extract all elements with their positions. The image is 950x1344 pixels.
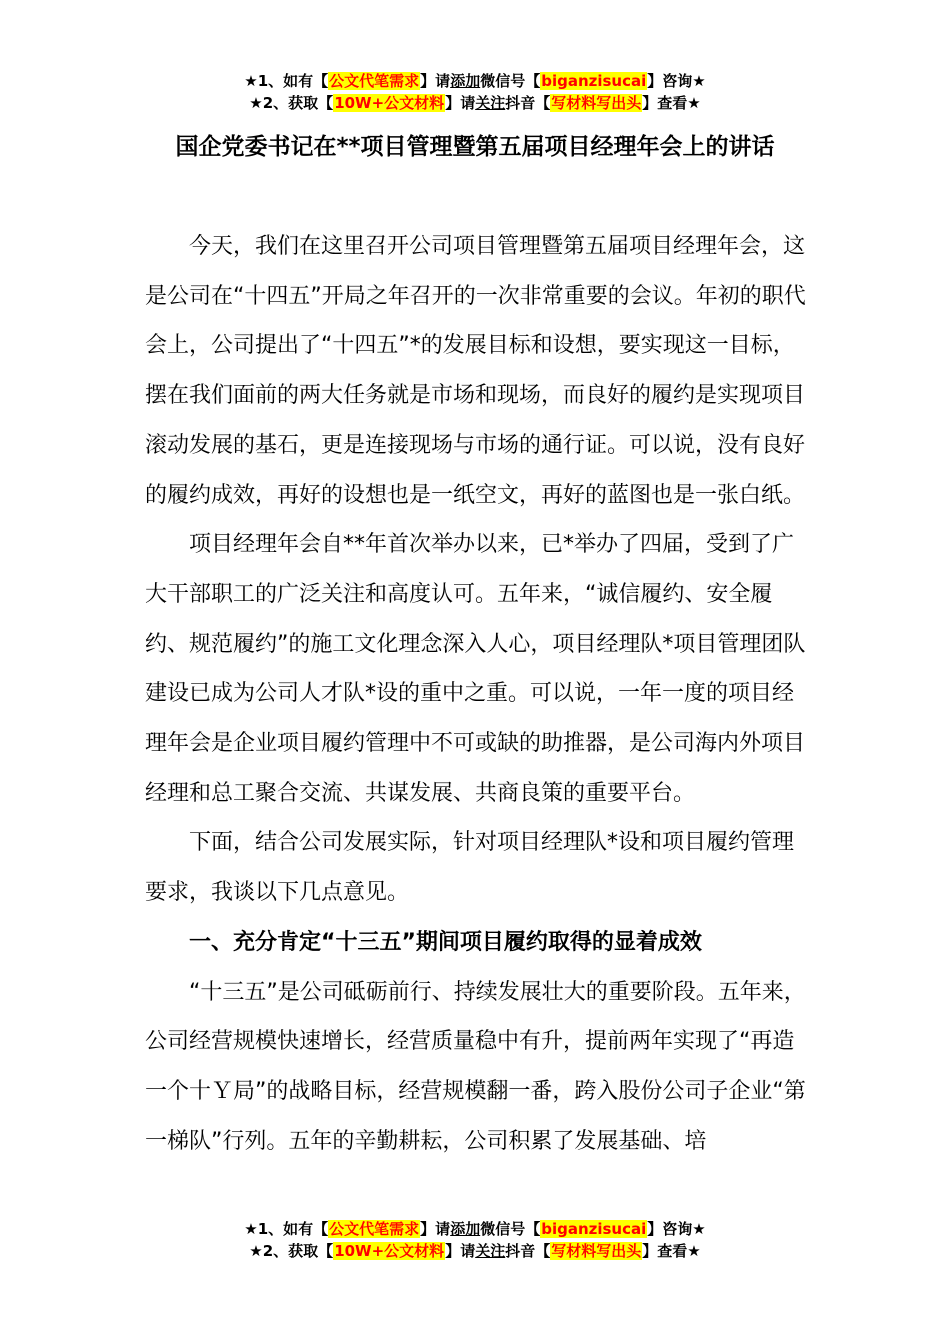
- promo-highlight: 10W+公文材料: [334, 94, 445, 112]
- promo-highlight: biganzisucai: [541, 72, 647, 90]
- promo-text: 】查看★: [642, 1242, 701, 1260]
- promo-text: 】请: [445, 94, 476, 112]
- promo-underline-text: 添加: [450, 1220, 481, 1238]
- promo-text: 】咨询★: [647, 1220, 706, 1238]
- promo-text: 抖音【: [505, 94, 551, 112]
- promo-underline-text: 添加: [450, 72, 481, 90]
- promo-text: 】咨询★: [647, 72, 706, 90]
- promo-highlight: 写材料写出头: [551, 1242, 642, 1260]
- promo-text: 】请: [420, 1220, 451, 1238]
- promo-line-2: [0, 92, 950, 114]
- promo-line-1: [0, 1218, 950, 1240]
- promo-text: ★2、获取【: [249, 94, 334, 112]
- promo-text: 抖音【: [505, 1242, 551, 1260]
- promo-highlight: 写材料写出头: [551, 94, 642, 112]
- promo-underline-text: 关注: [475, 1242, 506, 1260]
- promo-highlight: 10W+公文材料: [334, 1242, 445, 1260]
- promo-text: ★1、如有【: [244, 1220, 329, 1238]
- promo-text: ★2、获取【: [249, 1242, 334, 1260]
- promo-highlight: 公文代笔需求: [329, 1220, 420, 1238]
- promo-text: 微信号【: [480, 72, 541, 90]
- paragraph: 今天，我们在这里召开公司项目管理暨第五届项目经理年会，这是公司在“十四五”开局之年召开的一次非常重要的会议。年初的职代会上，公司提出了“十四五”*的发展目标和设想，要实现这一目标，摆在我们面前的两大任务就是市场和现场，而良好的履约是实现项目滚动发展的基石，更是连接现场与市场的通行证。可以说，没有良好的履约成效，再好的设想也是一纸空文，再好的蓝图也是一张白纸。: [145, 234, 806, 508]
- promo-highlight: 公文代笔需求: [329, 72, 420, 90]
- promo-text: 微信号【: [480, 1220, 541, 1238]
- promo-line-2: [0, 1240, 950, 1262]
- promo-text: 】查看★: [642, 94, 701, 112]
- paragraph: “十三五”是公司砥砺前行、持续发展壮大的重要阶段。五年来，公司经营规模快速增长，经营质量稳中有升，提前两年实现了“再造一个十Ｙ局”的战略目标，经营规模翻一番，跨入股份公司子企业“第一梯队”行列。五年的辛勤耕耘，公司积累了发展基础、培: [145, 979, 806, 1154]
- promo-line-1: [0, 70, 950, 92]
- paragraph: 项目经理年会自**年首次举办以来，已*举办了四届，受到了广大干部职工的广泛关注和高度认可。五年来，“诚信履约、安全履约、规范履约”的施工文化理念深入人心，项目经理队*项目管理团队建设已成为公司人才队*设的重中之重。可以说，一年一度的项目经理年会是企业项目履约管理中不可或缺的助推器，是公司海内外项目经理和总工聚合交流、共谋发展、共商良策的重要平台。: [145, 532, 806, 806]
- promo-banner-bottom: [0, 1218, 950, 1262]
- document-title: 国企党委书记在**项目管理暨第五届项目经理年会上的讲话: [175, 134, 775, 160]
- paragraph: 下面，结合公司发展实际，针对项目经理队*设和项目履约管理要求，我谈以下几点意见。: [145, 830, 795, 906]
- promo-banner-top: [0, 70, 950, 114]
- section-heading: 一、充分肯定“十三五”期间项目履约取得的显着成效: [189, 929, 702, 955]
- promo-text: 】请: [420, 72, 451, 90]
- promo-highlight: biganzisucai: [541, 1220, 647, 1238]
- promo-text: ★1、如有【: [244, 72, 329, 90]
- promo-text: 】请: [445, 1242, 476, 1260]
- document-body: [145, 222, 810, 1166]
- promo-underline-text: 关注: [475, 94, 506, 112]
